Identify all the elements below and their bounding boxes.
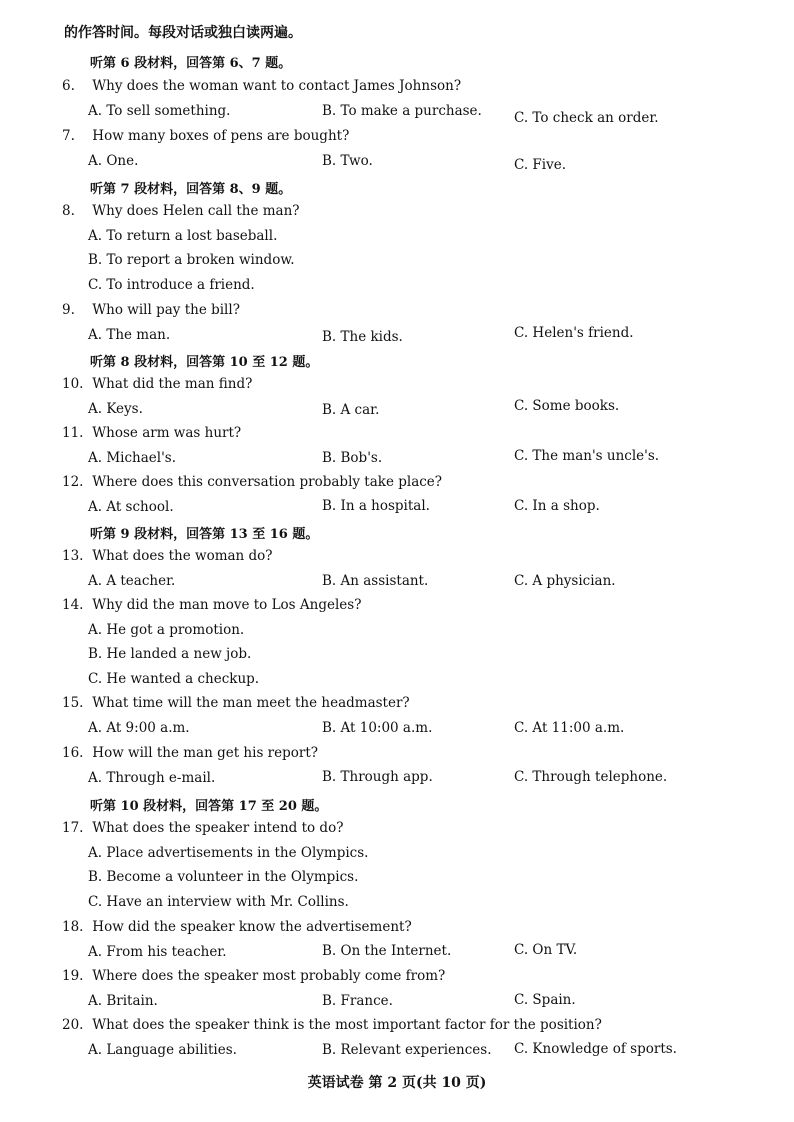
option-a: A. At 9:00 a.m. xyxy=(88,720,190,736)
question-text: What time will the man meet the headmaster? xyxy=(92,695,410,711)
question-number: 9. xyxy=(62,302,75,318)
option-b: B. At 10:00 a.m. xyxy=(322,720,433,736)
option-b: B. Through app. xyxy=(322,769,433,785)
option-b: B. Relevant experiences. xyxy=(322,1042,492,1058)
question-17 xyxy=(62,820,343,836)
question-text: How many boxes of pens are bought? xyxy=(92,128,350,144)
option-c: C. Spain. xyxy=(514,992,576,1008)
option-a: A. Keys. xyxy=(88,401,143,417)
question-number: 15. xyxy=(62,695,84,711)
question-8 xyxy=(62,203,300,219)
question-13 xyxy=(62,548,273,564)
question-number: 10. xyxy=(62,376,84,392)
question-18 xyxy=(62,919,412,935)
option-a: A. At school. xyxy=(88,499,174,515)
page-footer: 英语试卷 第 2 页(共 10 页) xyxy=(307,1075,487,1091)
option-a: A. Michael's. xyxy=(88,450,177,466)
option-b: B. He landed a new job. xyxy=(88,646,252,662)
option-a: A. The man. xyxy=(88,327,171,343)
question-text: Where does the speaker most probably come from? xyxy=(92,968,446,984)
option-a: A. One. xyxy=(88,153,139,169)
question-16 xyxy=(62,745,318,761)
section-heading: 听第 8 段材料，回答第 10 至 12 题。 xyxy=(90,355,319,370)
option-b: B. France. xyxy=(322,993,393,1009)
question-number: 16. xyxy=(62,745,84,761)
question-15 xyxy=(62,695,410,711)
question-number: 8. xyxy=(62,203,75,219)
question-number: 6. xyxy=(62,78,75,94)
option-a: A. A teacher. xyxy=(88,573,176,589)
option-c: C. At 11:00 a.m. xyxy=(514,720,625,736)
option-a: A. Britain. xyxy=(88,993,158,1009)
option-c: C. Helen's friend. xyxy=(514,325,634,341)
instructions-text: 的作答时间。每段对话或独白读两遍。 xyxy=(64,25,302,41)
option-a: A. To return a lost baseball. xyxy=(88,228,278,244)
option-c: C. Knowledge of sports. xyxy=(514,1041,677,1057)
question-number: 7. xyxy=(62,128,75,144)
question-12 xyxy=(62,474,442,490)
option-b: B. Become a volunteer in the Olympics. xyxy=(88,869,359,885)
question-text: What does the speaker think is the most important factor for the position? xyxy=(92,1017,602,1033)
question-text: Why does the woman want to contact James Johnson? xyxy=(92,78,462,94)
option-c: C. Five. xyxy=(514,157,567,173)
question-7 xyxy=(62,128,349,144)
option-b: B. To report a broken window. xyxy=(88,252,295,268)
option-a: A. Language abilities. xyxy=(88,1042,237,1058)
section-heading: 听第 9 段材料，回答第 13 至 16 题。 xyxy=(90,527,319,542)
question-number: 18. xyxy=(62,919,84,935)
question-number: 12. xyxy=(62,474,84,490)
option-b: B. To make a purchase. xyxy=(322,103,482,119)
question-6 xyxy=(62,78,461,94)
question-14 xyxy=(62,597,361,613)
option-a: A. He got a promotion. xyxy=(88,622,245,638)
question-text: Why does Helen call the man? xyxy=(92,203,300,219)
option-a: A. From his teacher. xyxy=(88,944,227,960)
option-a: A. To sell something. xyxy=(88,103,231,119)
option-c: C. In a shop. xyxy=(514,498,600,514)
question-number: 20. xyxy=(62,1017,84,1033)
option-c: C. To check an order. xyxy=(514,110,659,126)
question-text: What did the man find? xyxy=(92,376,253,392)
question-text: Why did the man move to Los Angeles? xyxy=(92,597,362,613)
question-9 xyxy=(62,302,240,318)
question-number: 11. xyxy=(62,425,84,441)
option-b: B. In a hospital. xyxy=(322,498,430,514)
question-number: 17. xyxy=(62,820,84,836)
question-text: How did the speaker know the advertisement? xyxy=(92,919,412,935)
option-c: C. Through telephone. xyxy=(514,769,668,785)
question-11 xyxy=(62,425,241,441)
option-a: A. Through e-mail. xyxy=(88,770,216,786)
question-10 xyxy=(62,376,252,392)
question-text: What does the woman do? xyxy=(92,548,273,564)
question-text: What does the speaker intend to do? xyxy=(92,820,344,836)
option-c: C. Some books. xyxy=(514,398,620,414)
question-number: 13. xyxy=(62,548,84,564)
option-c: C. The man's uncle's. xyxy=(514,448,660,464)
option-b: B. A car. xyxy=(322,402,380,418)
option-c: C. He wanted a checkup. xyxy=(88,671,260,687)
option-c: C. Have an interview with Mr. Collins. xyxy=(88,894,349,910)
option-b: B. On the Internet. xyxy=(322,943,452,959)
option-b: B. Two. xyxy=(322,153,373,169)
question-number: 14. xyxy=(62,597,84,613)
option-b: B. The kids. xyxy=(322,329,403,345)
question-text: Who will pay the bill? xyxy=(92,302,240,318)
question-text: Where does this conversation probably take place? xyxy=(92,474,443,490)
question-number: 19. xyxy=(62,968,84,984)
question-19 xyxy=(62,968,445,984)
section-heading: 听第 7 段材料，回答第 8、9 题。 xyxy=(90,182,292,197)
question-text: Whose arm was hurt? xyxy=(92,425,242,441)
option-c: C. To introduce a friend. xyxy=(88,277,255,293)
option-b: B. An assistant. xyxy=(322,573,429,589)
option-c: C. A physician. xyxy=(514,573,616,589)
question-20 xyxy=(62,1017,602,1033)
question-text: How will the man get his report? xyxy=(92,745,318,761)
section-heading: 听第 6 段材料，回答第 6、7 题。 xyxy=(90,56,292,71)
option-c: C. On TV. xyxy=(514,942,578,958)
option-b: B. Bob's. xyxy=(322,450,383,466)
section-heading: 听第 10 段材料，回答第 17 至 20 题。 xyxy=(90,799,328,814)
option-a: A. Place advertisements in the Olympics. xyxy=(88,845,369,861)
